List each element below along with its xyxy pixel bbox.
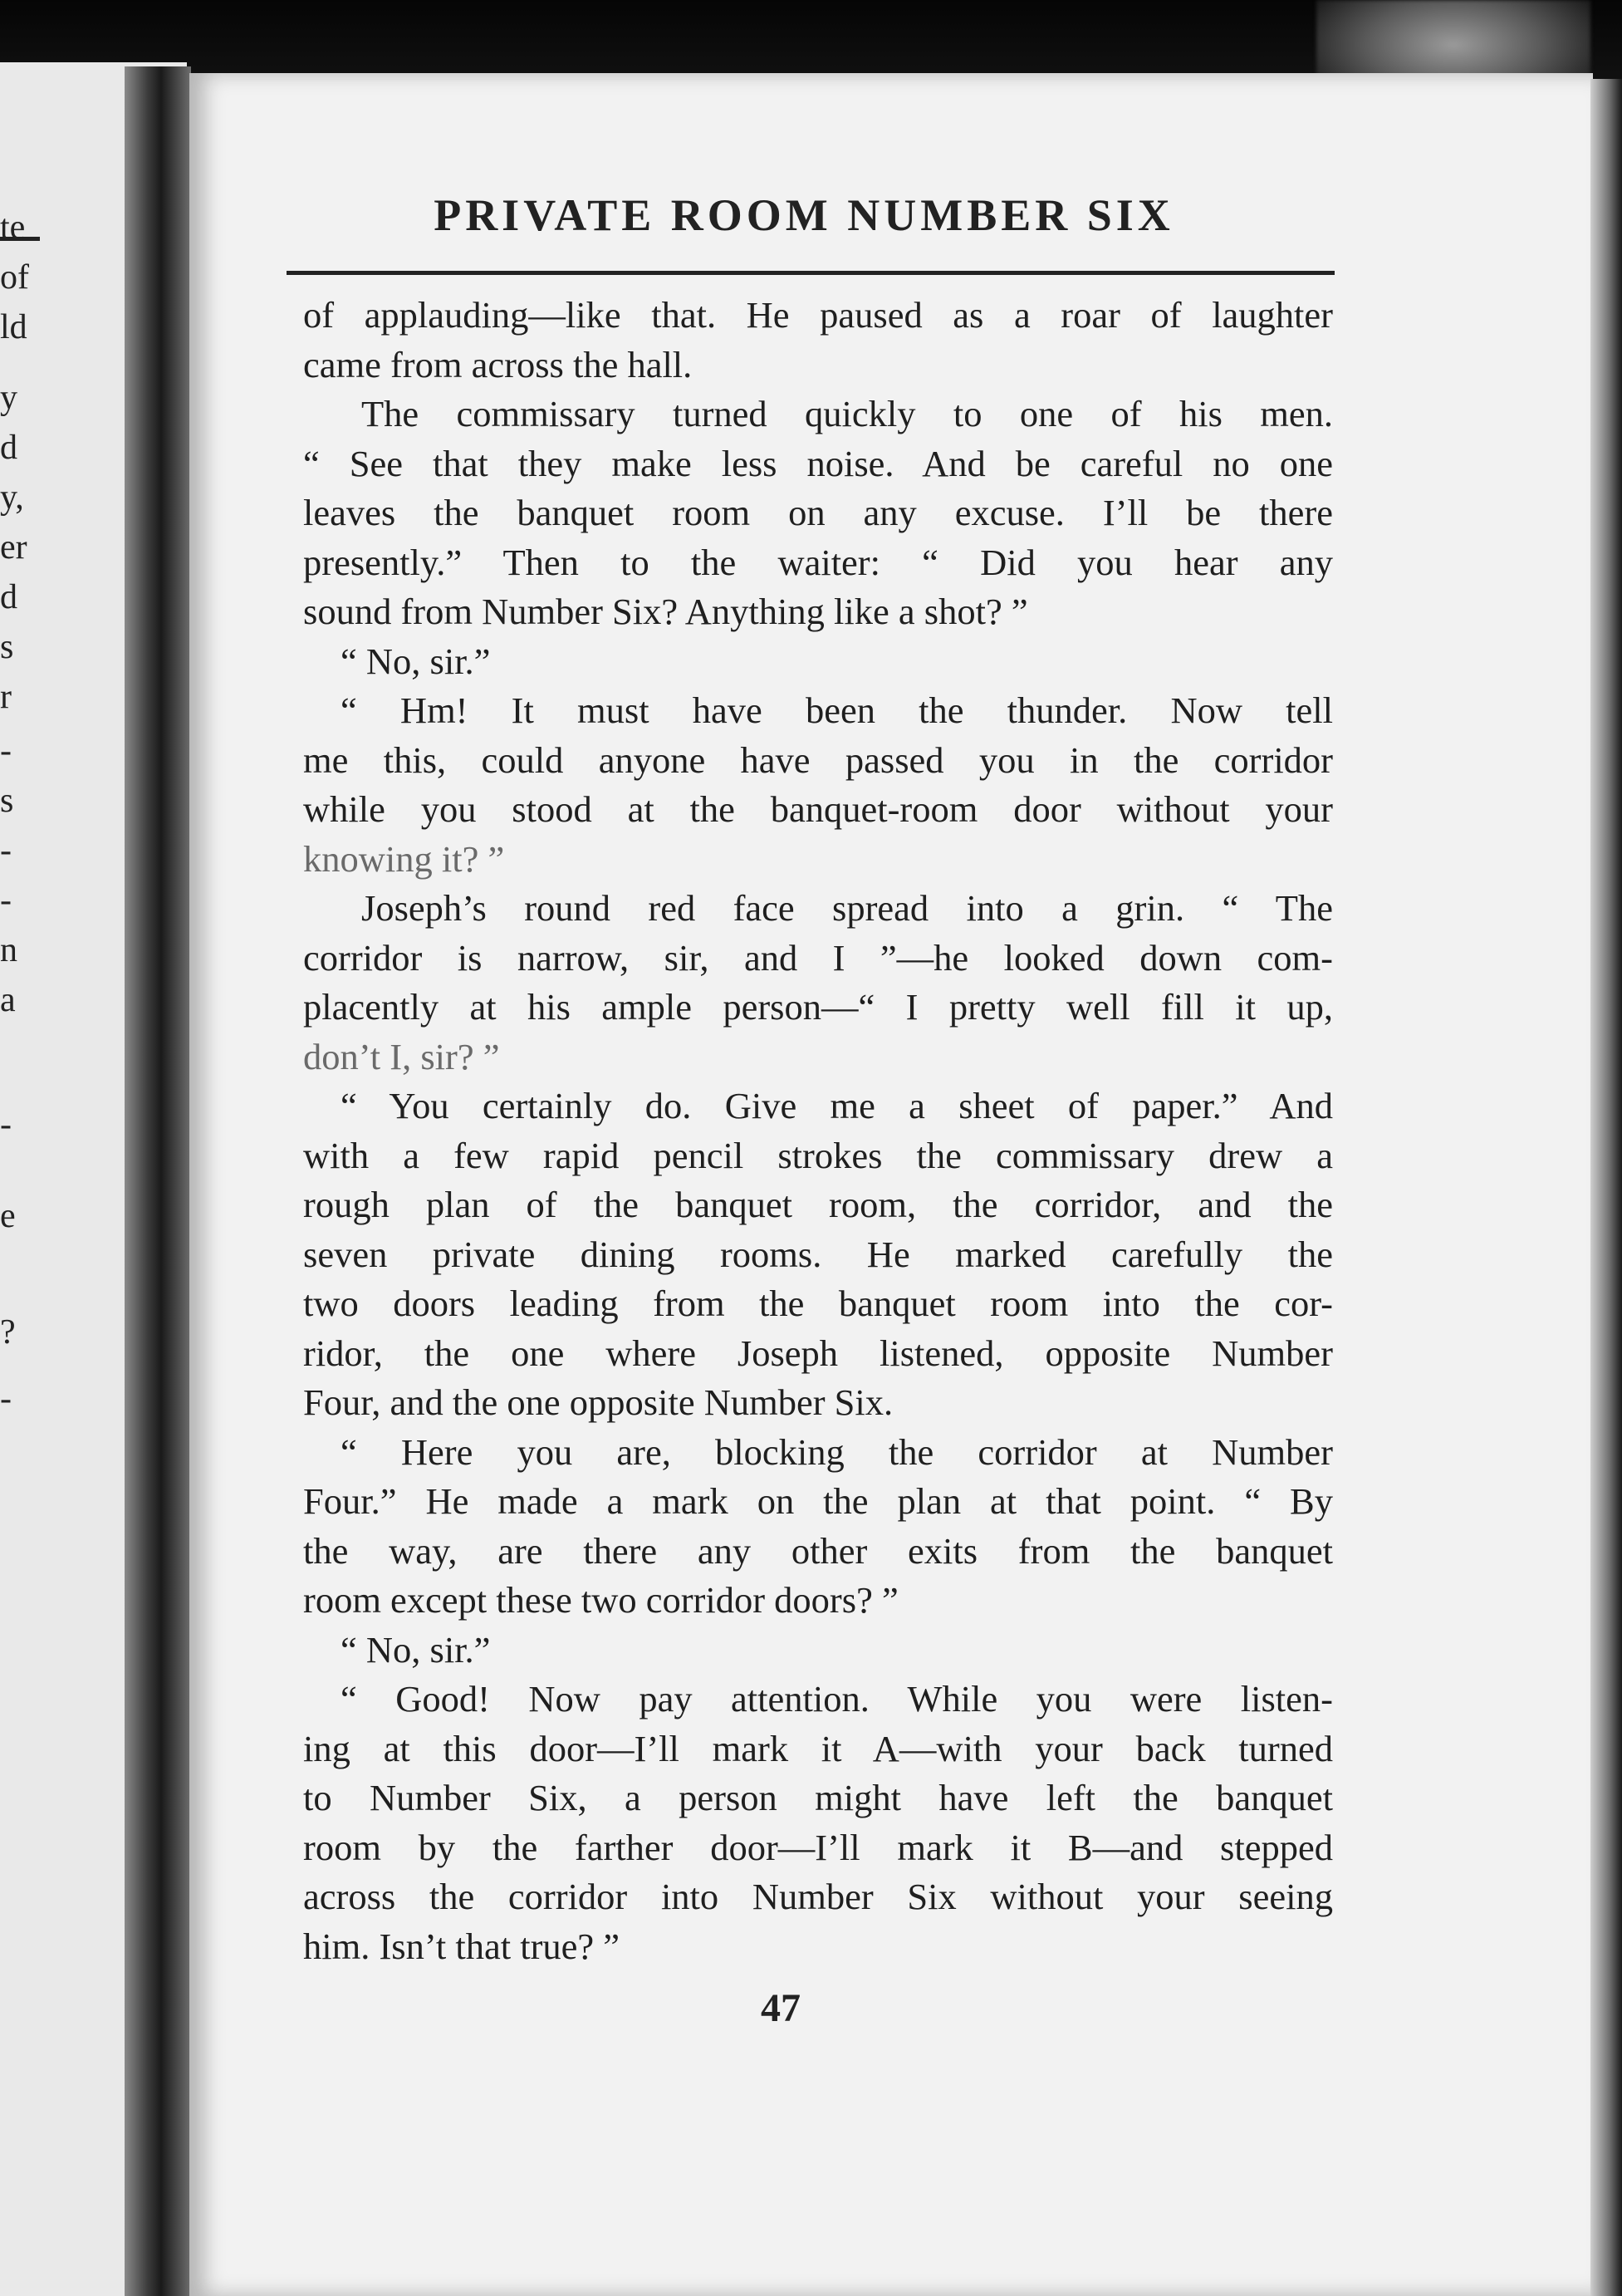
text-line: ridor, the one where Joseph listened, opposite Number bbox=[303, 1332, 1333, 1374]
text-line: two doors leading from the banquet room into the cor- bbox=[303, 1283, 1333, 1324]
text-line: of applauding—like that. He paused as a roar of laughter bbox=[303, 294, 1333, 336]
previous-page-fragment: r bbox=[0, 678, 12, 716]
previous-page-fragment: ? bbox=[0, 1313, 16, 1352]
text-line: while you stood at the banquet-room door without your bbox=[303, 788, 1333, 830]
previous-page-fragment: y bbox=[0, 379, 17, 417]
text-line: knowing it? ” bbox=[303, 837, 505, 880]
previous-page-fragment: te bbox=[0, 209, 26, 247]
body-text bbox=[303, 291, 1333, 1971]
text-line: across the corridor into Number Six without your seeing bbox=[303, 1876, 1333, 1917]
text-line: leaves the banquet room on any excuse. I’ll be there bbox=[303, 492, 1333, 533]
previous-page-fragment: - bbox=[0, 1106, 12, 1144]
text-line: rough plan of the banquet room, the corridor, and the bbox=[303, 1184, 1333, 1225]
text-line: “ See that they make less noise. And be careful no one bbox=[303, 442, 1333, 484]
text-line: “ Here you are, blocking the corridor at Number bbox=[341, 1430, 1333, 1473]
previous-page-fragment: d bbox=[0, 578, 17, 616]
text-line: him. Isn’t that true? ” bbox=[303, 1925, 620, 1967]
text-line: room by the farther door—I’ll mark it B—and stepped bbox=[303, 1826, 1333, 1868]
text-line: came from across the hall. bbox=[303, 343, 693, 385]
text-line: “ You certainly do. Give me a sheet of paper.” And bbox=[341, 1085, 1333, 1126]
text-line: presently.” Then to the waiter: “ Did you hear any bbox=[303, 541, 1333, 583]
text-line: sound from Number Six? Anything like a shot? ” bbox=[303, 591, 1028, 632]
previous-page-fragment: - bbox=[0, 881, 12, 920]
text-line: ing at this door—I’ll mark it A—with your back turned bbox=[303, 1727, 1333, 1769]
previous-page-fragment: s bbox=[0, 628, 14, 666]
text-line: “ No, sir.” bbox=[341, 1628, 491, 1670]
page-right-edge bbox=[1590, 79, 1622, 2296]
text-line: room except these two corridor doors? ” bbox=[303, 1579, 899, 1621]
previous-page-fragment: - bbox=[0, 832, 12, 870]
text-line: Four, and the one opposite Number Six. bbox=[303, 1381, 894, 1423]
text-line: Four.” He made a mark on the plan at that point. “ By bbox=[303, 1480, 1333, 1522]
previous-page-fragment: s bbox=[0, 782, 14, 820]
text-line: corridor is narrow, sir, and I ”—he looked down com- bbox=[303, 936, 1333, 979]
text-line: with a few rapid pencil strokes the commissary drew a bbox=[303, 1134, 1333, 1176]
previous-page-fragment: d bbox=[0, 429, 17, 467]
text-line: The commissary turned quickly to one of his men. bbox=[361, 393, 1333, 434]
text-line: “ No, sir.” bbox=[341, 640, 491, 682]
header-rule bbox=[287, 271, 1335, 275]
page-number: 47 bbox=[761, 1986, 801, 2030]
text-line: me this, could anyone have passed you in the corridor bbox=[303, 738, 1333, 781]
previous-page-fragment: e bbox=[0, 1197, 16, 1235]
text-line: don’t I, sir? ” bbox=[303, 1035, 500, 1077]
previous-page-fragment: of bbox=[0, 258, 29, 297]
text-line: “ Good! Now pay attention. While you were listen- bbox=[341, 1678, 1333, 1720]
book-gutter bbox=[125, 66, 191, 2296]
previous-page-fragment: - bbox=[0, 732, 12, 770]
text-line: “ Hm! It must have been the thunder. Now tell bbox=[341, 689, 1333, 731]
previous-page-fragment: y, bbox=[0, 478, 24, 517]
previous-page-fragment: ld bbox=[0, 308, 27, 346]
text-line: to Number Six, a person might have left the banquet bbox=[303, 1777, 1333, 1818]
previous-page-fragment: er bbox=[0, 528, 27, 567]
text-line: placently at his ample person—“ I pretty well fill it up, bbox=[303, 986, 1333, 1028]
previous-page-fragment: n bbox=[0, 931, 17, 969]
text-line: the way, are there any other exits from the banquet bbox=[303, 1529, 1333, 1572]
running-title: PRIVATE ROOM NUMBER SIX bbox=[434, 190, 1174, 240]
previous-page-fragment: a bbox=[0, 981, 16, 1019]
previous-page-fragment: - bbox=[0, 1380, 12, 1418]
text-line: seven private dining rooms. He marked carefully the bbox=[303, 1233, 1333, 1275]
text-line: Joseph’s round red face spread into a grin. “ The bbox=[361, 887, 1333, 929]
